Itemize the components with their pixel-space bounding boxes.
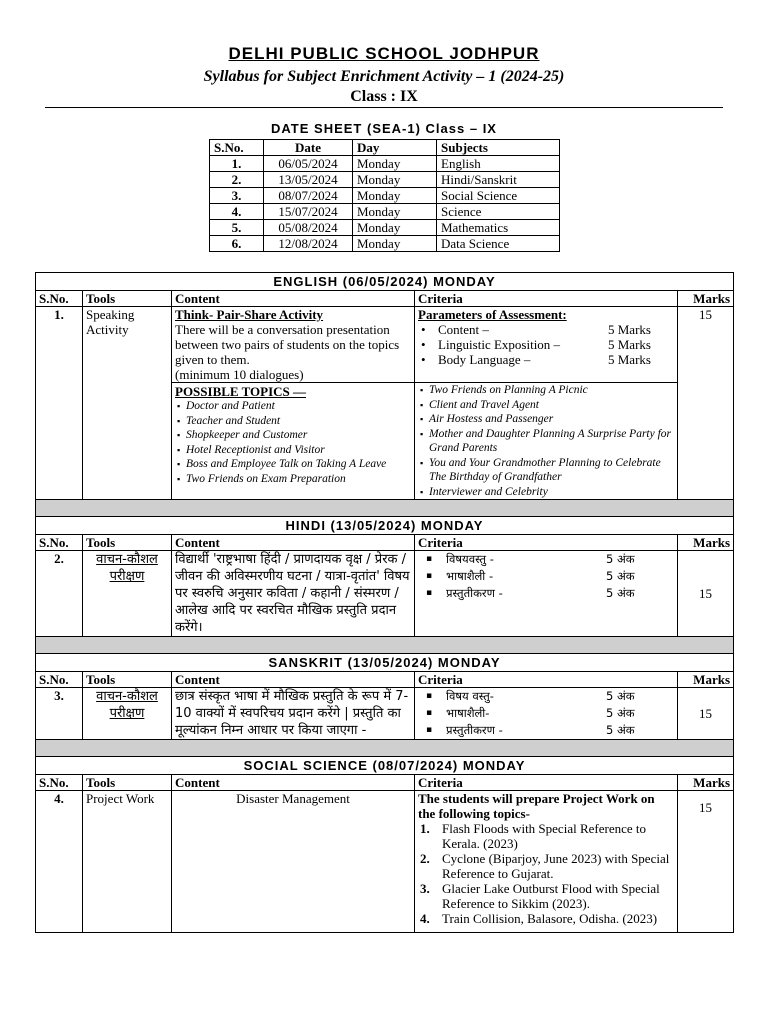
cell-date: 15/07/2024 [264, 204, 353, 220]
list-item: ▪ Boss and Employee Talk on Taking A Leave [175, 457, 411, 472]
col-sno: S.No. [36, 291, 83, 307]
english-topics-right [415, 383, 678, 500]
syllabus-table [35, 272, 734, 933]
hindi-marks: 15 [678, 551, 734, 637]
column-header-row [36, 535, 734, 551]
class-label: Class : IX [350, 88, 418, 105]
cell-sno: 6. [210, 236, 264, 252]
list-item: ▪ विषयवस्तु - 5 अंक [418, 551, 674, 568]
list-item: ▪ Two Friends on Exam Preparation [175, 472, 411, 487]
list-item: • Content – 5 Marks [418, 322, 674, 337]
col-criteria: Criteria [415, 291, 678, 307]
table-row [210, 188, 560, 204]
table-row [210, 156, 560, 172]
section-header-english [36, 273, 734, 291]
hindi-content: विद्यार्थी 'राष्ट्रभाषा हिंदी / प्राणदायक वृक्ष / प्रेरक / जीवन की अविस्मरणीय घटना / यात्रा-वृतांत' विषय पर स्वरुचि अनुसार कविता / कहानी / संस्मरण / आलेख आदि पर स्वरचित मौखिक प्रस्तुति प्रदान करेंगे। [172, 551, 415, 637]
english-sno: 1. [36, 307, 83, 500]
list-item: ▪ Interviewer and Celebrity [418, 485, 674, 500]
header-divider [45, 107, 723, 108]
cell-sno: 3. [210, 188, 264, 204]
cell-subject: Social Science [437, 188, 560, 204]
list-item: ▪ विषय वस्तु- 5 अंक [418, 688, 674, 705]
col-criteria: Criteria [415, 672, 678, 688]
table-row [210, 220, 560, 236]
english-marks: 15 [678, 307, 734, 500]
list-item: ▪ Shopkeeper and Customer [175, 428, 411, 443]
cell-date: 05/08/2024 [264, 220, 353, 236]
col-content: Content [172, 291, 415, 307]
list-item: ▪ Hotel Receptionist and Visitor [175, 443, 411, 458]
col-sno: S.No. [36, 775, 83, 791]
datesheet-header-row [210, 140, 560, 156]
col-marks: Marks [678, 672, 734, 688]
section-header-hindi [36, 517, 734, 535]
column-header-row [36, 291, 734, 307]
col-content: Content [172, 775, 415, 791]
sanskrit-marks: 15 [678, 688, 734, 740]
cell-sno: 5. [210, 220, 264, 236]
col-tools: Tools [83, 775, 172, 791]
section-title: HINDI (13/05/2024) MONDAY [36, 517, 734, 535]
cell-day: Monday [353, 188, 437, 204]
english-tools: Speaking Activity [83, 307, 172, 500]
assessment-list [418, 322, 674, 367]
english-criteria [415, 307, 678, 383]
criteria-list [418, 688, 674, 739]
column-header-row [36, 672, 734, 688]
table-row [210, 236, 560, 252]
english-activity-title: Think- Pair-Share Activity [175, 307, 324, 322]
topics-title: POSSIBLE TOPICS — [175, 384, 307, 399]
cell-day: Monday [353, 156, 437, 172]
list-item: ▪ Client and Travel Agent [418, 398, 674, 413]
sanskrit-row [36, 688, 734, 740]
section-spacer [36, 740, 734, 757]
col-tools: Tools [83, 672, 172, 688]
topics-list [418, 383, 674, 499]
cell-day: Monday [353, 220, 437, 236]
datesheet-col-day: Day [353, 140, 437, 156]
cell-subject: Data Science [437, 236, 560, 252]
cell-day: Monday [353, 172, 437, 188]
assessment-title: Parameters of Assessment: [418, 307, 567, 322]
datesheet-col-sno: S.No. [210, 140, 264, 156]
cell-day: Monday [353, 204, 437, 220]
hindi-row [36, 551, 734, 637]
social-tools: Project Work [83, 791, 172, 933]
col-tools: Tools [83, 535, 172, 551]
list-item: ▪ Doctor and Patient [175, 399, 411, 414]
list-item: ▪ Teacher and Student [175, 414, 411, 429]
col-content: Content [172, 672, 415, 688]
cell-day: Monday [353, 236, 437, 252]
datesheet-col-subjects: Subjects [437, 140, 560, 156]
sanskrit-content: छात्र संस्कृत भाषा में मौखिक प्रस्तुति के रूप में 7-10 वाक्यों में स्वपरिचय प्रदान करेंगे | प्रस्तुति का मूल्यांकन निम्न आधार पर किया जाएगा - [172, 688, 415, 740]
sanskrit-tools: वाचन-कौशल परीक्षण [83, 688, 172, 740]
project-topics-list [418, 821, 674, 932]
table-row [210, 172, 560, 188]
section-header-sanskrit [36, 654, 734, 672]
criteria-list [418, 551, 674, 602]
section-spacer [36, 500, 734, 517]
social-criteria [415, 791, 678, 933]
social-marks: 15 [678, 791, 734, 933]
syllabus-subtitle: Syllabus for Subject Enrichment Activity – 1 (2024-25) [203, 68, 565, 85]
list-item: 2. Cyclone (Biparjoy, June 2023) with Special Reference to Gujarat. [420, 851, 670, 881]
cell-date: 13/05/2024 [264, 172, 353, 188]
hindi-tools: वाचन-कौशल परीक्षण [83, 551, 172, 637]
col-marks: Marks [678, 535, 734, 551]
topics-list [175, 399, 411, 486]
list-item: ▪ Two Friends on Planning A Picnic [418, 383, 674, 398]
col-criteria: Criteria [415, 775, 678, 791]
english-row [36, 307, 734, 383]
social-content: Disaster Management [172, 791, 415, 933]
table-row [210, 204, 560, 220]
project-instructions: The students will prepare Project Work on the following topics- [418, 791, 655, 821]
datesheet-col-date: Date [264, 140, 353, 156]
cell-date: 08/07/2024 [264, 188, 353, 204]
list-item: ▪ भाषाशैली- 5 अंक [418, 705, 674, 722]
section-header-social-science [36, 757, 734, 775]
hindi-criteria [415, 551, 678, 637]
col-tools: Tools [83, 291, 172, 307]
cell-sno: 4. [210, 204, 264, 220]
col-content: Content [172, 535, 415, 551]
datesheet-table [209, 139, 560, 252]
datesheet-title: DATE SHEET (SEA-1) Class – IX [271, 121, 497, 136]
list-item: ▪ प्रस्तुतीकरण - 5 अंक [418, 585, 674, 602]
list-item: ▪ प्रस्तुतीकरण - 5 अंक [418, 722, 674, 739]
hindi-sno: 2. [36, 551, 83, 637]
cell-sno: 2. [210, 172, 264, 188]
list-item: ▪ Mother and Daughter Planning A Surprise Party for Grand Parents [418, 427, 674, 456]
cell-subject: Hindi/Sanskrit [437, 172, 560, 188]
cell-subject: English [437, 156, 560, 172]
social-row [36, 791, 734, 933]
english-description: There will be a conversation presentation between two pairs of students on the topics given to them. [175, 322, 400, 367]
list-item: ▪ भाषाशैली - 5 अंक [418, 568, 674, 585]
col-sno: S.No. [36, 672, 83, 688]
section-title: SOCIAL SCIENCE (08/07/2024) MONDAY [36, 757, 734, 775]
list-item: 1. Flash Floods with Special Reference to Kerala. (2023) [420, 821, 646, 851]
column-header-row [36, 775, 734, 791]
col-criteria: Criteria [415, 535, 678, 551]
list-item: 4. Train Collision, Balasore, Odisha. (2023) [420, 911, 658, 926]
col-marks: Marks [678, 775, 734, 791]
list-item: • Linguistic Exposition – 5 Marks [418, 337, 674, 352]
section-title: SANSKRIT (13/05/2024) MONDAY [36, 654, 734, 672]
sanskrit-sno: 3. [36, 688, 83, 740]
list-item: ▪ You and Your Grandmother Planning to Celebrate The Birthday of Grandfather [418, 456, 674, 485]
cell-sno: 1. [210, 156, 264, 172]
col-marks: Marks [678, 291, 734, 307]
col-sno: S.No. [36, 535, 83, 551]
list-item: ▪ Air Hostess and Passenger [418, 412, 674, 427]
list-item: 3. Glacier Lake Outburst Flood with Special Reference to Sikkim (2023). [420, 881, 660, 911]
cell-date: 06/05/2024 [264, 156, 353, 172]
cell-date: 12/08/2024 [264, 236, 353, 252]
social-sno: 4. [36, 791, 83, 933]
section-title: ENGLISH (06/05/2024) MONDAY [36, 273, 734, 291]
cell-subject: Science [437, 204, 560, 220]
sanskrit-criteria [415, 688, 678, 740]
cell-subject: Mathematics [437, 220, 560, 236]
list-item: • Body Language – 5 Marks [418, 352, 674, 367]
english-content [172, 307, 415, 383]
english-min-note: (minimum 10 dialogues) [175, 367, 304, 382]
english-topics-left [172, 383, 415, 500]
section-spacer [36, 637, 734, 654]
school-name: DELHI PUBLIC SCHOOL JODHPUR [228, 44, 540, 63]
